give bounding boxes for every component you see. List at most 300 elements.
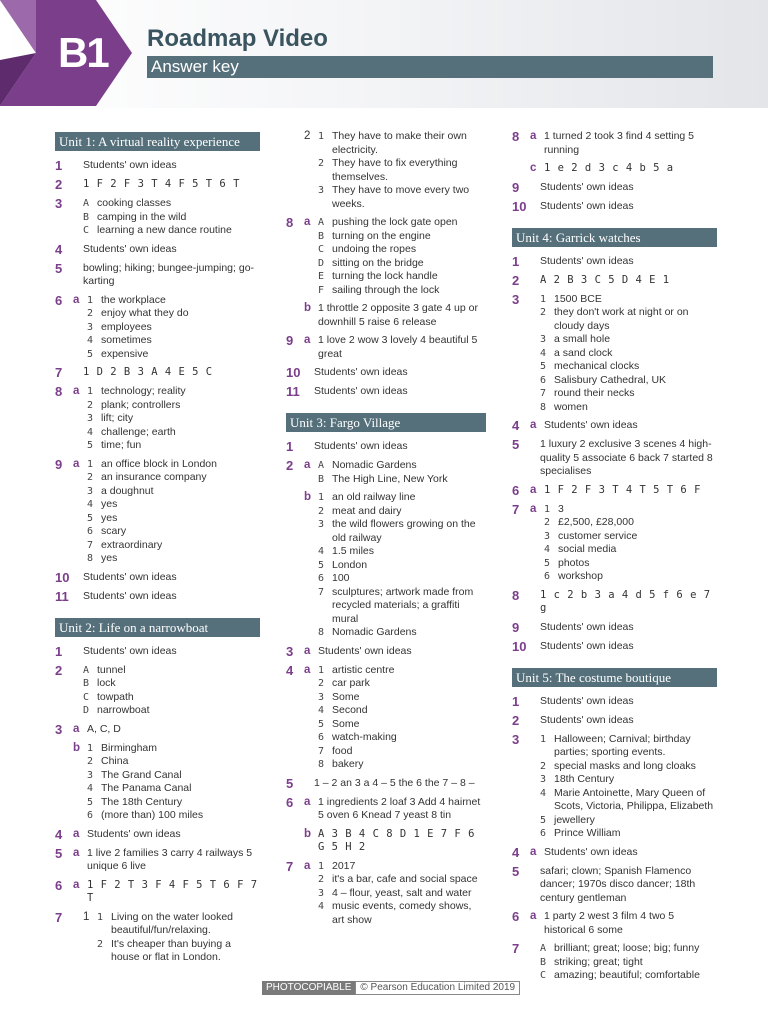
unit-1-heading: Unit 1: A virtual reality experience <box>55 132 260 151</box>
answer-item <box>87 294 260 308</box>
exercise: 10 Students' own ideas <box>55 569 177 585</box>
exercise: 5 1 – 2 an 3 a 4 – 5 the 6 the 7 – 8 – <box>286 775 475 791</box>
answer-text: challenge; earth <box>101 425 176 438</box>
exercise: 2 a A Nomadic Gardens B The High Line, New York <box>286 459 486 486</box>
answer-key: 1 <box>97 911 104 923</box>
answer-item <box>87 539 260 553</box>
answer-key: 7 <box>318 745 325 757</box>
answer-key: 5 <box>87 796 94 808</box>
answer-key: 6 <box>318 573 325 584</box>
answer-item <box>87 782 260 796</box>
answer-item <box>318 459 486 473</box>
exercise: 4 Students' own ideas <box>55 241 177 257</box>
answer-text: meat and dairy <box>332 504 402 517</box>
footer <box>262 981 520 995</box>
answer-key: 6 <box>544 571 551 582</box>
answer-item <box>87 399 260 413</box>
answer-text: 18th Century <box>554 773 615 785</box>
exercise: 4 a Students' own ideas <box>55 826 181 842</box>
exercise: 5 1 luxury 2 exclusive 3 scenes 4 high-quality 5 associate 6 back 7 started 8 specialises <box>512 437 713 477</box>
exercise: 2 1 They have to make their own electricity. 2 They have to fix everything themselves. 3 They have to move every two weeks. <box>286 130 486 211</box>
answer-key: 4 <box>318 901 325 912</box>
answer-text: Prince William <box>554 827 621 839</box>
answer-item <box>87 498 260 512</box>
answer-item <box>318 230 486 244</box>
exercise: c 1 e 2 d 3 c 4 b 5 a <box>530 162 674 174</box>
exercise: 6 a 1 party 2 west 3 film 4 two 5 historical 6 some <box>512 909 675 936</box>
answer-item <box>87 471 260 485</box>
answer-text: They have to move every two weeks. <box>332 184 470 210</box>
answer-key: 2 <box>97 938 104 950</box>
answer-text: lift; city <box>101 412 134 424</box>
answer-key: A <box>318 460 325 471</box>
answer-text: expensive <box>101 347 149 360</box>
answer-text: The Panama Canal <box>101 782 192 794</box>
answer-item <box>87 742 260 756</box>
exercise: 2 1 F 2 F 3 T 4 F 5 T 6 T <box>55 177 240 192</box>
answer-item <box>318 284 486 298</box>
answer-item <box>318 157 486 184</box>
answer-item <box>318 664 486 678</box>
answer-item <box>540 733 717 760</box>
answer-item <box>544 557 717 571</box>
exercise: 5 safari; clown; Spanish Flamenco dancer; 1970s disco dancer; 18th century gentleman <box>512 863 696 904</box>
answer-key: F <box>318 284 325 296</box>
exercise: b A 3 B 4 C 8 D 1 E 7 F 6 G 5 H 2 <box>304 827 475 853</box>
exercise: 6 a 1 the workplace 2 enjoy what they do 3 employees 4 sometimes 5 expensive <box>55 294 260 362</box>
photocopiable-label: PHOTOCOPIABLE <box>262 981 355 995</box>
answer-item <box>83 677 260 691</box>
exercise: 2 Students' own ideas <box>512 712 634 728</box>
answer-key: 1 <box>87 294 94 306</box>
answer-text: yes <box>101 498 118 510</box>
answer-key: 2 <box>540 307 547 318</box>
answer-item <box>544 530 717 544</box>
answer-key: C <box>540 970 547 981</box>
answer-item <box>318 691 486 705</box>
answer-text: It's cheaper than buying a house or flat in London. <box>111 937 231 963</box>
answer-item <box>318 473 486 487</box>
answer-key: C <box>83 691 90 703</box>
answer-item <box>544 503 717 517</box>
answer-item <box>318 130 486 157</box>
answer-text: photos <box>558 556 590 569</box>
answer-key: 3 <box>87 413 94 424</box>
exercise: 3 a Students' own ideas <box>286 643 412 659</box>
answer-key: 5 <box>540 361 547 372</box>
unit-5-heading: Unit 5: The costume boutique <box>512 668 717 687</box>
answer-item <box>540 333 717 347</box>
answer-text: They have to fix everything themselves. <box>332 157 458 183</box>
answer-key: 4 <box>544 544 551 555</box>
answer-text: workshop <box>558 570 603 582</box>
answer-item <box>318 545 486 559</box>
exercise: 3 a A, C, D <box>55 721 121 737</box>
answer-item <box>540 347 717 361</box>
answer-item <box>544 543 717 557</box>
answer-key: 4 <box>87 335 94 346</box>
answer-text: turning the lock handle <box>332 270 438 282</box>
answer-text: bakery <box>332 758 364 770</box>
answer-item <box>540 293 717 307</box>
answer-item <box>87 348 260 362</box>
exercise: 1 Students' own ideas <box>55 158 177 173</box>
answer-key: 2 <box>87 399 94 411</box>
answer-item <box>540 374 717 388</box>
exercise: 8 a A pushing the lock gate open B turning on the engine C undoing the ropes D sitting on the bridge E turning the lock handle F sailing through the lock <box>286 216 486 297</box>
exercise: 3 1 1500 BCE 2 they don't work at night or on cloudy days 3 a small hole 4 a sand clock 5 mechanical clocks 6 Salisbury Cathedral, UK 7 round their necks 8 women <box>512 293 717 415</box>
answer-item <box>318 677 486 691</box>
exercise: 9 Students' own ideas <box>512 179 634 195</box>
column-3 <box>512 130 717 988</box>
answer-item <box>540 787 717 814</box>
answer-text: car park <box>332 677 370 689</box>
answer-key: 1 <box>318 492 325 503</box>
answer-item <box>318 243 486 257</box>
answer-item <box>87 769 260 783</box>
answer-key: A <box>83 664 90 676</box>
answer-item <box>318 491 486 505</box>
answer-item <box>97 938 260 965</box>
answer-text: Nomadic Gardens <box>332 626 417 638</box>
answer-text: towpath <box>97 690 134 703</box>
answer-text: sailing through the lock <box>332 283 440 296</box>
exercise: b 1 Birmingham 2 China 3 The Grand Canal 4 The Panama Canal 5 The 18th Century 6 (more than) 100 miles <box>55 742 260 823</box>
copyright-notice: © Pearson Education Limited 2019 <box>355 981 520 995</box>
answer-key: 6 <box>87 810 94 821</box>
answer-key: 2 <box>87 472 94 483</box>
answer-text: 1500 BCE <box>554 292 602 305</box>
answer-key: 1 <box>540 293 547 305</box>
exercise: 10 Students' own ideas <box>512 638 634 654</box>
answer-item <box>540 942 717 956</box>
exercise: b 1 an old railway line 2 meat and dairy 3 the wild flowers growing on the old railway 4 1.5 miles 5 London 6 100 7 sculptures; artwork made from recycled materials; a graffiti mural 8 Nomadic Gardens <box>286 491 486 640</box>
answer-key: B <box>318 473 325 485</box>
answer-text: yes <box>101 552 118 564</box>
answer-item <box>87 809 260 823</box>
answer-text: London <box>332 558 368 571</box>
answer-text: an old railway line <box>332 491 416 503</box>
answer-item <box>540 956 717 970</box>
answer-key: C <box>83 225 90 236</box>
exercise: 6 a 1 F 2 F 3 T 4 T 5 T 6 F <box>512 482 701 498</box>
answer-key: 3 <box>87 769 94 781</box>
answer-key: 3 <box>318 185 325 196</box>
answer-text: customer service <box>558 529 638 542</box>
answer-item <box>83 211 260 225</box>
answer-text: £2,500, £28,000 <box>558 516 634 528</box>
answer-item <box>97 911 260 938</box>
unit-4-heading: Unit 4: Garrick watches <box>512 228 717 247</box>
level-label: B1 <box>58 29 108 76</box>
answer-item <box>540 401 717 415</box>
answer-item <box>540 387 717 401</box>
answer-item <box>87 426 260 440</box>
answer-text: pushing the lock gate open <box>332 216 458 228</box>
answer-text: Nomadic Gardens <box>332 459 417 471</box>
exercise: b 1 throttle 2 opposite 3 gate 4 up or downhill 5 raise 6 release <box>304 302 478 328</box>
answer-text: brilliant; great; loose; big; funny <box>554 942 700 954</box>
answer-text: cooking classes <box>97 197 172 209</box>
exercise: 8 1 c 2 b 3 a 4 d 5 f 6 e 7 g <box>512 587 711 614</box>
answer-item <box>318 270 486 284</box>
answer-text: jewellery <box>554 813 595 826</box>
answer-key: 5 <box>87 440 94 451</box>
answer-key: 4 <box>87 499 94 510</box>
answer-item <box>318 184 486 211</box>
exercise: 9 a 1 an office block in London 2 an insurance company 3 a doughnut 4 yes 5 yes 6 scary 7 extraordinary 8 yes <box>55 458 260 566</box>
answer-item <box>87 458 260 472</box>
exercise: 1 Students' own ideas <box>55 643 177 659</box>
exercise: 7 1 1 Living on the water looked beautiful/fun/relaxing. 2 It's cheaper than buying a house or flat in London. <box>55 911 260 965</box>
answer-key: 2 <box>540 760 547 772</box>
answer-key: 7 <box>540 388 547 399</box>
answer-text: a doughnut <box>101 484 154 497</box>
answer-key: 3 <box>318 691 325 703</box>
exercise: 4 a 1 artistic centre 2 car park 3 Some 4 Second 5 Some 6 watch-making 7 food 8 bakery <box>286 664 486 772</box>
answer-key: 3 <box>540 774 547 785</box>
answer-item <box>318 586 486 627</box>
answer-key: 1 <box>318 664 325 676</box>
answer-item <box>87 525 260 539</box>
exercise: 1 Students' own ideas <box>512 693 634 709</box>
answer-key: A <box>318 217 325 228</box>
answer-text: music events, comedy shows, art show <box>332 900 472 926</box>
exercise: 3 A cooking classes B camping in the wild C learning a new dance routine <box>55 197 260 238</box>
exercise: 7 A brilliant; great; loose; big; funny B striking; great; tight C amazing; beautiful; comfortable <box>512 942 717 983</box>
page-title: Roadmap Video <box>147 25 328 52</box>
answer-text: sometimes <box>101 334 152 346</box>
answer-text: the wild flowers growing on the old railway <box>332 518 476 544</box>
answer-text: 100 <box>332 572 350 584</box>
answer-key: 6 <box>540 828 547 839</box>
answer-text: food <box>332 744 353 757</box>
answer-text: undoing the ropes <box>332 243 417 255</box>
answer-text: lock <box>97 677 116 689</box>
answer-item <box>540 814 717 828</box>
answer-text: 4 – flour, yeast, salt and water <box>332 886 472 899</box>
answer-key: 2 <box>544 517 551 528</box>
answer-text: Second <box>332 704 368 716</box>
answer-item <box>540 306 717 333</box>
answer-item <box>87 512 260 526</box>
answer-text: Some <box>332 717 360 730</box>
answer-item <box>318 518 486 545</box>
exercise: 6 a 1 ingredients 2 loaf 3 Add 4 hairnet 5 oven 6 Knead 7 yeast 8 tin <box>286 794 481 821</box>
answer-item <box>318 745 486 759</box>
answer-text: plank; controllers <box>101 398 181 411</box>
answer-text: sitting on the bridge <box>332 256 424 269</box>
answer-key: 1 <box>318 131 325 142</box>
answer-item <box>318 216 486 230</box>
answer-text: social media <box>558 543 617 555</box>
answer-text: Some <box>332 690 360 703</box>
answer-text: Birmingham <box>101 741 158 754</box>
exercise: 2 A tunnel B lock C towpath D narrowboat <box>55 664 260 718</box>
exercise: 7 a 1 3 2 £2,500, £28,000 3 customer service 4 social media 5 photos 6 workshop <box>512 503 717 584</box>
answer-key: B <box>318 230 325 242</box>
exercise: 8 a 1 turned 2 took 3 find 4 setting 5 running <box>512 129 695 156</box>
exercise: 4 a Students' own ideas <box>512 844 638 860</box>
answer-text: an insurance company <box>101 471 207 483</box>
answer-key: 3 <box>318 887 325 899</box>
answer-key: 3 <box>87 321 94 333</box>
answer-key: 2 <box>318 678 325 689</box>
answer-item <box>318 559 486 573</box>
unit-3-heading: Unit 3: Fargo Village <box>286 413 486 432</box>
exercise: 10 Students' own ideas <box>512 198 634 214</box>
answer-text: They have to make their own electricity. <box>332 130 467 156</box>
answer-text: tunnel <box>97 663 126 676</box>
answer-item <box>83 224 260 238</box>
answer-key: 5 <box>87 348 94 360</box>
answer-item <box>87 321 260 335</box>
answer-item <box>87 485 260 499</box>
answer-item <box>544 570 717 584</box>
answer-key: 1 <box>318 860 325 872</box>
exercise: 5 a 1 live 2 families 3 carry 4 railways 5 unique 6 live <box>55 845 253 872</box>
exercise: 1 Students' own ideas <box>286 439 408 454</box>
answer-text: 3 <box>558 502 564 515</box>
answer-key: 6 <box>318 732 325 743</box>
answer-item <box>318 873 486 887</box>
answer-text: yes <box>101 511 118 524</box>
answer-text: an office block in London <box>101 457 217 470</box>
answer-key: 5 <box>540 814 547 826</box>
answer-text: special masks and long cloaks <box>554 759 696 772</box>
exercise: 11 Students' own ideas <box>286 384 408 399</box>
answer-text: time; fun <box>101 439 142 451</box>
exercise: 9 a 1 love 2 wow 3 lovely 4 beautiful 5 great <box>286 333 478 360</box>
answer-item <box>87 796 260 810</box>
answer-key: B <box>83 211 90 223</box>
answer-text: scary <box>101 525 127 537</box>
answer-key: 2 <box>318 505 325 517</box>
answer-key: 2 <box>318 874 325 885</box>
answer-key: 6 <box>540 374 547 386</box>
answer-item <box>318 758 486 772</box>
answer-key: 3 <box>540 334 547 345</box>
exercise: 3 1 Halloween; Carnival; birthday parties; sporting events. 2 special masks and long cloaks 3 18th Century 4 Marie Antoinette, Mary Queen of Scots, Victoria, Philippa, Elizabeth 5 jewellery 6 Prince William <box>512 733 717 841</box>
answer-item <box>318 572 486 586</box>
answer-text: The High Line, New York <box>332 472 448 485</box>
answer-text: a small hole <box>554 333 611 345</box>
answer-text: a sand clock <box>554 346 613 359</box>
answer-key: 2 <box>318 158 325 169</box>
answer-key: E <box>318 271 325 282</box>
answer-item <box>540 773 717 787</box>
answer-item <box>318 505 486 519</box>
exercise: 9 Students' own ideas <box>512 619 634 635</box>
page-subtitle: Answer key <box>147 56 713 78</box>
answer-text: women <box>554 400 588 413</box>
answer-key: 5 <box>318 559 325 571</box>
answer-text: employees <box>101 320 152 333</box>
exercise: 5 bowling; hiking; bungee-jumping; go-karting <box>55 260 255 287</box>
answer-key: 4 <box>318 546 325 557</box>
answer-item <box>318 860 486 874</box>
answer-key: 1 <box>87 742 94 754</box>
answer-text: technology; reality <box>101 385 186 397</box>
answer-item <box>83 664 260 678</box>
answer-text: artistic centre <box>332 663 395 676</box>
answer-item <box>318 887 486 901</box>
answer-text: narrowboat <box>97 704 150 716</box>
level-badge <box>0 0 132 106</box>
answer-key: 4 <box>318 705 325 716</box>
answer-text: Marie Antoinette, Mary Queen of Scots, Victoria, Philippa, Elizabeth <box>554 786 714 812</box>
answer-text: watch-making <box>332 731 397 743</box>
answer-item <box>318 900 486 927</box>
answer-key: 2 <box>87 308 94 319</box>
answer-key: 5 <box>544 557 551 569</box>
answer-key: 3 <box>87 485 94 497</box>
answer-key: 1 <box>87 458 94 470</box>
answer-key: 1 <box>540 733 547 745</box>
answer-text: 1.5 miles <box>332 545 375 557</box>
answer-key: 7 <box>87 539 94 551</box>
answer-text: the workplace <box>101 293 166 306</box>
answer-text: extraordinary <box>101 538 163 551</box>
answer-item <box>318 704 486 718</box>
answer-item <box>540 360 717 374</box>
answer-text: enjoy what they do <box>101 307 189 319</box>
answer-item <box>87 307 260 321</box>
answer-text: camping in the wild <box>97 210 187 223</box>
answer-item <box>87 385 260 399</box>
exercise: 11 Students' own ideas <box>55 588 177 604</box>
answer-key: 7 <box>318 586 325 598</box>
answer-key: 1 <box>87 386 94 397</box>
answer-item <box>87 755 260 769</box>
answer-text: 2017 <box>332 859 356 872</box>
answer-item <box>87 334 260 348</box>
answer-key: B <box>540 956 547 968</box>
answer-item <box>540 969 717 983</box>
answer-key: 5 <box>87 512 94 524</box>
answer-text: (more than) 100 miles <box>101 809 204 821</box>
answer-key: 3 <box>544 530 551 542</box>
exercise: 2 A 2 B 3 C 5 D 4 E 1 <box>512 272 670 288</box>
answer-item <box>87 552 260 566</box>
answer-key: 1 <box>544 503 551 515</box>
answer-item <box>87 439 260 453</box>
answer-item <box>544 516 717 530</box>
exercise: 7 a 1 2017 2 it's a bar, cafe and social space 3 4 – flour, yeast, salt and water 4 music events, comedy shows, art show <box>286 860 486 928</box>
answer-text: they don't work at night or on cloudy days <box>554 306 689 332</box>
answer-text: The 18th Century <box>101 795 183 808</box>
answer-key: 3 <box>318 519 325 530</box>
answer-text: Salisbury Cathedral, UK <box>554 373 667 386</box>
answer-text: Halloween; Carnival; birthday parties; sporting events. <box>554 732 691 758</box>
answer-text: amazing; beautiful; comfortable <box>554 969 700 981</box>
answer-key: 4 <box>540 787 547 799</box>
answer-item <box>83 197 260 211</box>
column-1 <box>55 130 260 970</box>
answer-key: 6 <box>87 526 94 537</box>
answer-key: 2 <box>87 756 94 767</box>
answer-text: round their necks <box>554 387 635 399</box>
unit-2-heading: Unit 2: Life on a narrowboat <box>55 618 260 637</box>
answer-key: 8 <box>318 759 325 770</box>
answer-key: C <box>318 244 325 255</box>
answer-text: China <box>101 755 129 767</box>
answer-key: B <box>83 678 90 689</box>
answer-text: mechanical clocks <box>554 360 640 372</box>
exercise: 8 a 1 technology; reality 2 plank; controllers 3 lift; city 4 challenge; earth 5 time; fun <box>55 385 260 453</box>
answer-item <box>540 760 717 774</box>
answer-text: Living on the water looked beautiful/fun/relaxing. <box>111 910 233 936</box>
